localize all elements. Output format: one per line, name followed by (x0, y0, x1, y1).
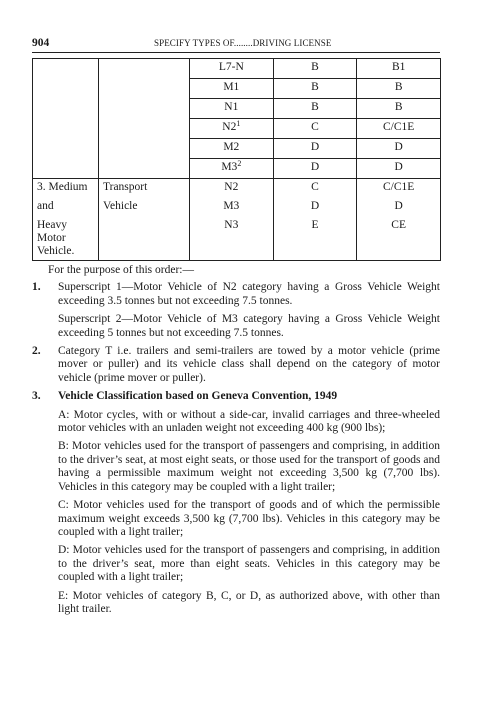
table-cell: CE (357, 217, 441, 261)
table-cell: Vehicle (99, 198, 190, 217)
table-row (33, 79, 441, 99)
table-cell (33, 99, 99, 119)
list-item (32, 281, 440, 340)
vehicle-classification-table (32, 58, 441, 261)
paragraph: B: Motor vehicles used for the transport of passengers and comprising, in addition to the driver’s seat, at most eight seats, or those used for the transport of goods and having a permissible maximum weight not exceeding 3,500 kg (7,700 lbs). Vehicles in this category may be coupled with a light trailer; (58, 440, 440, 493)
table-cell: B1 (357, 59, 441, 79)
header-rule (32, 52, 440, 53)
table-cell: L7-N (190, 59, 274, 79)
body-text (32, 264, 440, 621)
paragraph: D: Motor vehicles used for the transport of passengers and comprising, in addition to the driver’s seat, more than eight seats. Vehicles in this category may be coupled with a light trailer; (58, 544, 440, 584)
table-cell: D (273, 198, 357, 217)
table-cell: N1 (190, 99, 274, 119)
table-cell (99, 99, 190, 119)
paragraph: A: Motor cycles, with or without a side-car, invalid carriages and three-wheeled motor vehicles with an unladen weight not exceeding 400 kg (900 lbs); (58, 408, 440, 435)
table-cell: B (273, 59, 357, 79)
table-cell (33, 79, 99, 99)
table-cell: M3 (190, 198, 274, 217)
running-title: SPECIFY TYPES OF........DRIVING LICENSE (154, 38, 332, 48)
table-cell (99, 217, 190, 261)
table-cell: D (273, 159, 357, 179)
table-cell: C (273, 179, 357, 199)
paragraph: E: Motor vehicles of category B, C, or D, as authorized above, with other than light trailer. (58, 589, 440, 615)
table-row (33, 159, 441, 179)
table-cell: C/C1E (357, 179, 441, 199)
table-cell: C/C1E (357, 119, 441, 139)
table-row (33, 217, 441, 261)
table-cell: M2 (190, 139, 274, 159)
item-number: 3. (32, 390, 41, 403)
table-row (33, 139, 441, 159)
table-cell (99, 119, 190, 139)
paragraph: Superscript 1—Motor Vehicle of N2 category having a Gross Vehicle Weight exceeding 3.5 tonnes but not exceeding 7.5 tonnes. (58, 281, 440, 307)
table-cell (99, 159, 190, 179)
list-item (32, 345, 440, 385)
page-header (32, 36, 440, 50)
paragraph: Superscript 2—Motor Vehicle of M3 category having a Gross Vehicle Weight exceeding 5 tonnes but not exceeding 7.5 tonnes. (58, 313, 440, 339)
paragraph: C: Motor vehicles used for the transport of goods and of which the permissible maximum weight exceeds 3,500 kg (7,700 lbs). Vehicles in this category may be coupled with a light trailer; (58, 499, 440, 538)
table-cell (33, 59, 99, 79)
table-cell: N2 (190, 179, 274, 199)
table-cell: Heavy Motor Vehicle. (33, 217, 99, 261)
table-cell: B (357, 79, 441, 99)
table-cell: Transport (99, 179, 190, 199)
table-row (33, 198, 441, 217)
list-item (32, 390, 440, 616)
table-cell: C (273, 119, 357, 139)
table-cell: and (33, 198, 99, 217)
table-row (33, 119, 441, 139)
table-cell: 3. Medium (33, 179, 99, 199)
table-cell: D (357, 139, 441, 159)
table-cell: M1 (190, 79, 274, 99)
table-row (33, 99, 441, 119)
paragraph: Category T i.e. trailers and semi-trailers are towed by a motor vehicle (prime mover or puller) and its vehicle class shall depend on the category of motor vehicle (prime mover or puller). (58, 345, 440, 384)
table-cell: D (357, 198, 441, 217)
table-cell (99, 79, 190, 99)
item-number: 1. (32, 281, 41, 294)
table-cell: B (273, 79, 357, 99)
table-cell: $M3^2$ (190, 159, 274, 179)
page-number: 904 (32, 37, 50, 49)
lead-line: For the purpose of this order:— (48, 264, 194, 276)
section-heading: Vehicle Classification based on Geneva Convention, 1949 (58, 390, 338, 403)
item-number: 2. (32, 345, 41, 358)
table-row (33, 59, 441, 79)
table-cell: E (273, 217, 357, 261)
table-cell: D (273, 139, 357, 159)
table-cell (33, 139, 99, 159)
table-cell (99, 59, 190, 79)
table-row (33, 179, 441, 199)
table-cell: B (357, 99, 441, 119)
table-cell: N3 (190, 217, 274, 261)
table-cell (33, 119, 99, 139)
table-cell (99, 139, 190, 159)
table-cell: B (273, 99, 357, 119)
table-cell: D (357, 159, 441, 179)
table-cell (33, 159, 99, 179)
table-cell: $N2^1$ (190, 119, 274, 139)
